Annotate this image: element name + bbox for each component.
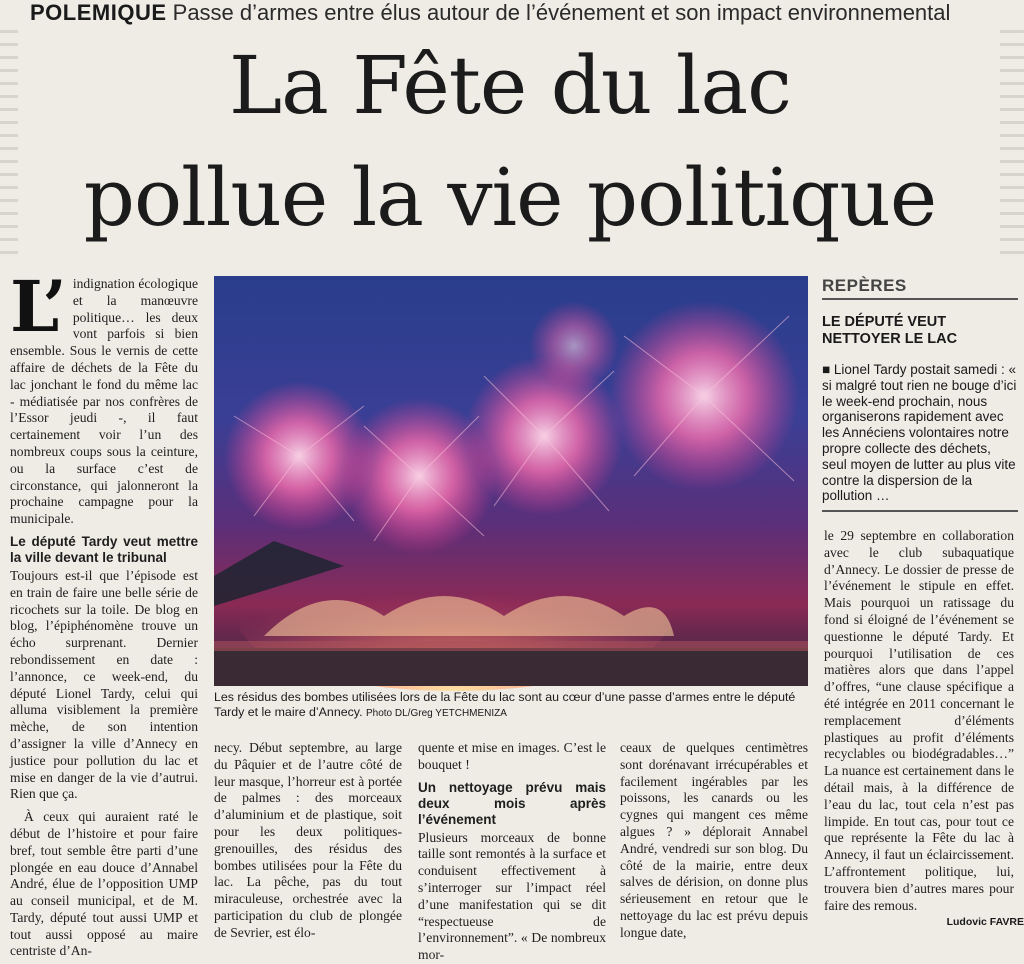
headline-line-1: La Fête du lac [229, 39, 791, 132]
column-4 [620, 740, 808, 940]
column-3 [418, 740, 606, 963]
reperes-rule-bottom [822, 510, 1018, 512]
adjacent-article-fragment-right [1000, 30, 1024, 260]
kicker-text: Passe d’armes entre élus autour de l’événement et son impact environnemental [172, 0, 951, 25]
column-5 [824, 528, 1014, 914]
column-1 [10, 265, 198, 959]
reperes-title: LE DÉPUTÉ VEUT NETTOYER LE LAC [822, 314, 958, 347]
column-4-text: ceaux de quelques centimètres sont dorénavant irrécupérables et facilement ingérables par les poissons, les canards ou les cygnes qui mangent ces même algues ? » déplorait Annabel André, vendredi sur son blog. Du côté de la mairie, entre deux salves de dérision, on donne plus sérieusement en retour que le nettoyage du lac est prévu depuis longue date, [620, 740, 808, 940]
kicker-label: POLEMIQUE [30, 0, 167, 25]
kicker [30, 0, 1020, 26]
reperes-tag: REPÈRES [822, 276, 907, 295]
photo-caption [214, 690, 808, 721]
subheading-2: Un nettoyage prévu mais deux mois après l’événement [418, 779, 606, 827]
paragraph-2: Toujours est-il que l’épisode est en train de faire une belle série de ricochets sur la toile. De blog en blog, l’épiphénomène trouve un écho surprenant. Dernier rebondissement en date : l’annonce, ce week-end, du député Lionel Tardy, celui qui alluma visiblement la première mèche, de son intention d’assigner la ville d’Annecy en justice pour pollution du lac et mise en danger de la vie d’autrui. Rien que ça. [10, 567, 198, 802]
paragraph-3: À ceux qui auraient raté le début de l’histoire et pour faire bref, tout semble être parti d’une plongée en eau douce d’Annabel André, élue de l’opposition UMP au conseil municipal, et de M. Tardy, député tout aussi UMP et tout aussi opposé au maire centriste d’An- [10, 809, 198, 959]
reperes-body [822, 362, 1018, 504]
bullet-icon: ■ [822, 362, 831, 377]
column-2 [214, 740, 402, 940]
reperes-text: Lionel Tardy postait samedi : « si malgré tout rien ne bouge d’ici le week-end prochain, nous organiserons rapidement avec les Annéciens volontaires notre propre collecte des déchets, seul moyen de lutter au plus vite contre la dispersion de la pollution … [822, 362, 1017, 504]
fireworks-photo [214, 276, 808, 686]
headline [60, 30, 960, 254]
column-3-paragraph-2: Plusieurs morceaux de bonne taille sont remontés à la surface et conduisent effectivement à s’interroger sur l’impact réel d’une manifestation qui se dit “respectueuse de l’environnement”. « De nombreux mor- [418, 829, 606, 963]
adjacent-article-fragment-left [0, 30, 18, 260]
caption-text: Les résidus des bombes utilisées lors de la Fête du lac sont au cœur d’une passe d’armes entre le député Tardy et le maire d’Annecy. [214, 690, 796, 719]
intro-text: indignation écologique et la manœuvre politique… les deux vont parfois si bien ensemble. Sous le vernis de cette affaire de déchets de la Fête du lac jonchant le fond du même lac - médiatisée par nos confrères de l’Essor jeudi -, il faut certainement voir l’un des nombreux coups sous la ceinture, ou la surface c’est de circonstance, qui jalonneront la prochaine campagne pour la municipale. [10, 276, 198, 527]
fireworks-illustration [214, 276, 808, 686]
column-5-text: le 29 septembre en collaboration avec le club subaquatique d’Annecy. Le dossier de presse de l’événement le stipule en effet. Mais pourquoi un ratissage du fond si éloigné de l’événement se questionne le député Tardy. Et pourquoi l’utilisation de ces matières alors que dans l’appel d’offres, “une clause spécifique a été intégrée en 2011 concernant le remplacement d’éléments plastiques au profit d’éléments recyclables ou biodégradables…” La nuance est certainement dans le détail mais, à la différence de l’eau du lac, tout cela n’est pas limpide. En tout cas, pour tout ce que représente la Fête du lac à Annecy, il faut un éclaircissement. L’affrontement politique, lui, trouvera bien d’autres mares pour faire des remous. [824, 528, 1014, 913]
byline: Ludovic FAVRE [946, 916, 1024, 928]
reperes-rule [822, 298, 1018, 300]
subheading-1: Le député Tardy veut mettre la ville devant le tribunal [10, 533, 198, 565]
intro-paragraph [10, 265, 198, 528]
photo-credit: Photo DL/Greg YETCHMENIZA [365, 708, 507, 719]
drop-cap: L’ [10, 265, 67, 348]
headline-line-2: pollue la vie politique [83, 151, 937, 244]
column-3-paragraph-1: quente et mise en images. C’est le bouquet ! [418, 740, 606, 772]
column-2-text: necy. Début septembre, au large du Pâquier et de l’autre côté de leur masque, l’horreur est à portée de palmes : des morceaux d’aluminium et de plastique, soit pour les deux politiques-grenouilles, des résidus des bombes utilisées pour la Fête du lac. La pêche, pas du tout miraculeuse, orchestrée avec la participation du club de plongée de Sevrier, est élo- [214, 740, 402, 940]
